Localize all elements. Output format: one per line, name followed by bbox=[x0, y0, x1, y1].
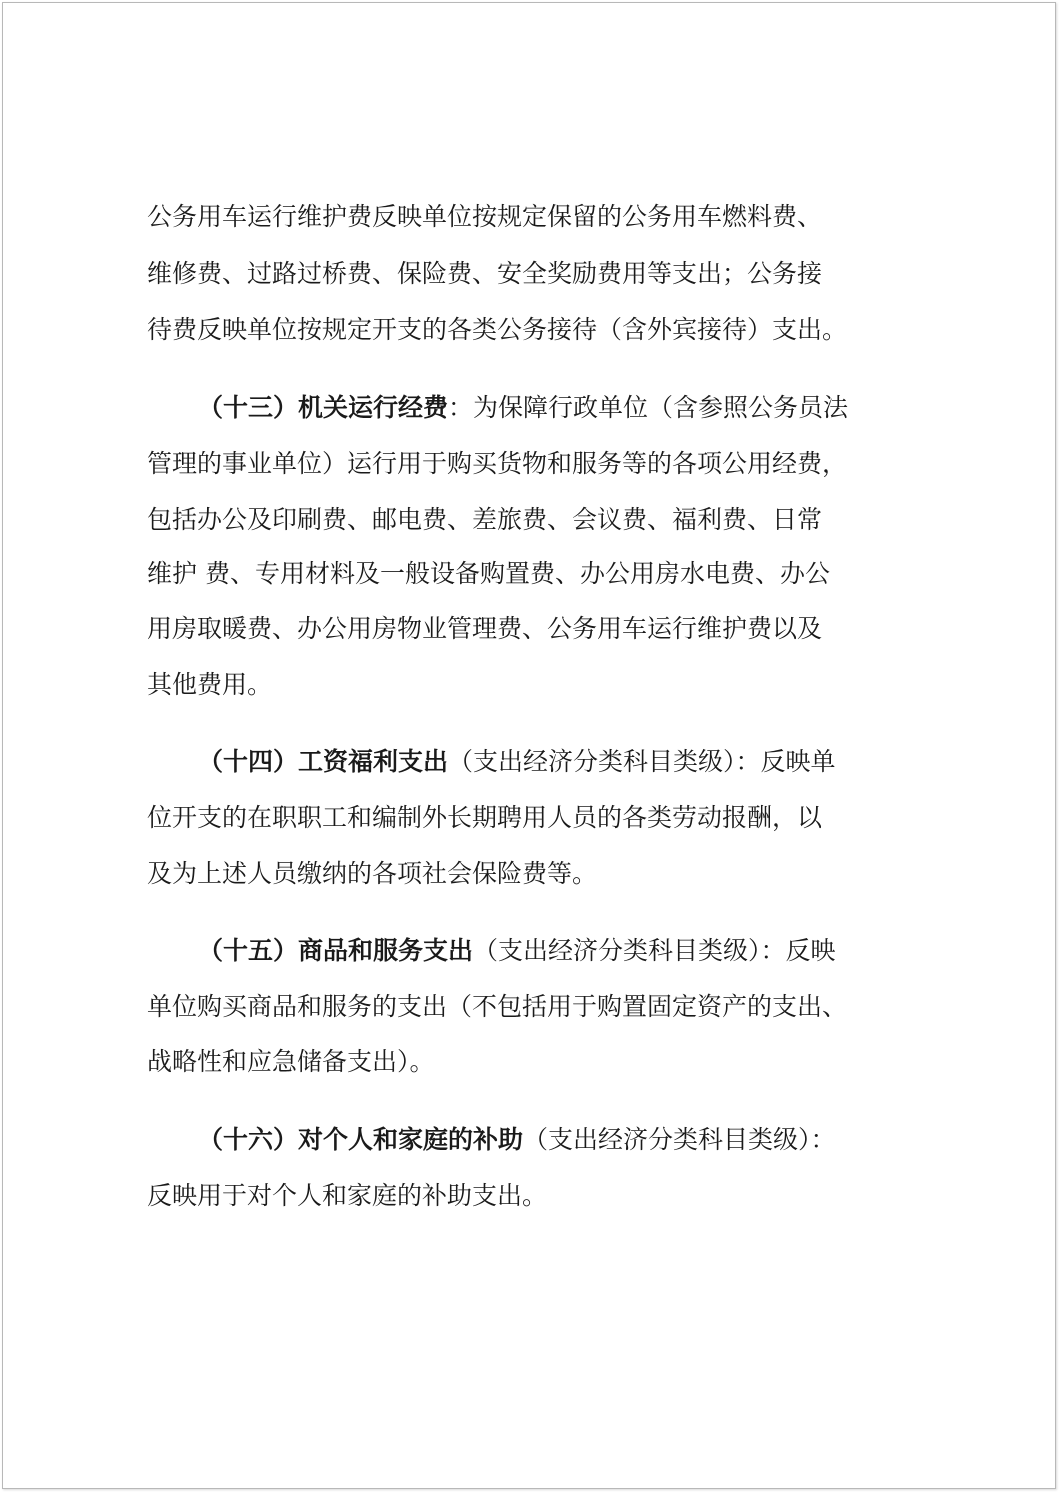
paragraph-3-line-3: 及为上述人员缴纳的各项社会保险费等。 bbox=[147, 859, 598, 888]
paragraph-3-line-1: （支出经济分类科目类级）：反映单 bbox=[448, 747, 836, 776]
paragraph-1-line-1: 公务用车运行维护费反映单位按规定保留的公务用车燃料费、 bbox=[147, 202, 823, 231]
paragraph-1-line-3: 待费反映单位按规定开支的各类公务接待（含外宾接待）支出。 bbox=[147, 315, 848, 344]
paragraph-2-line-4: 维护 费、专用材料及一般设备购置费、办公用房水电费、办公 bbox=[147, 559, 830, 588]
paragraph-4-line-2: 单位购买商品和服务的支出（不包括用于购置固定资产的支出、 bbox=[147, 992, 848, 1021]
section-16-heading: （十六）对个人和家庭的补助 bbox=[198, 1125, 524, 1154]
paragraph-2-line-2: 管理的事业单位）运行用于购买货物和服务等的各项公用经费， bbox=[147, 449, 848, 478]
paragraph-4-first-line bbox=[198, 936, 836, 966]
paragraph-5-line-2: 反映用于对个人和家庭的补助支出。 bbox=[147, 1181, 548, 1210]
paragraph-2-line-1: ：为保障行政单位（含参照公务员法 bbox=[448, 393, 849, 422]
paragraph-2-first-line bbox=[198, 393, 848, 423]
paragraph-1-line-2: 维修费、过路过桥费、保险费、安全奖励费用等支出；公务接 bbox=[147, 259, 823, 288]
section-13-heading: （十三）机关运行经费 bbox=[198, 393, 449, 422]
paragraph-5-first-line bbox=[198, 1125, 836, 1155]
paragraph-2-line-3: 包括办公及印刷费、邮电费、差旅费、会议费、福利费、日常 bbox=[147, 505, 823, 534]
section-15-heading: （十五）商品和服务支出 bbox=[198, 936, 474, 965]
paragraph-4-line-1: （支出经济分类科目类级）：反映 bbox=[473, 936, 836, 965]
section-14-heading: （十四）工资福利支出 bbox=[198, 747, 449, 776]
paragraph-3-line-2: 位开支的在职职工和编制外长期聘用人员的各类劳动报酬，以 bbox=[147, 803, 823, 832]
paragraph-4-line-3: 战略性和应急储备支出）。 bbox=[147, 1047, 435, 1076]
document-page bbox=[2, 2, 1056, 1489]
paragraph-5-line-1: （支出经济分类科目类级）： bbox=[523, 1125, 836, 1154]
paragraph-2-line-6: 其他费用。 bbox=[147, 670, 273, 699]
paragraph-3-first-line bbox=[198, 747, 836, 777]
paragraph-2-line-5: 用房取暖费、办公用房物业管理费、公务用车运行维护费以及 bbox=[147, 614, 823, 643]
